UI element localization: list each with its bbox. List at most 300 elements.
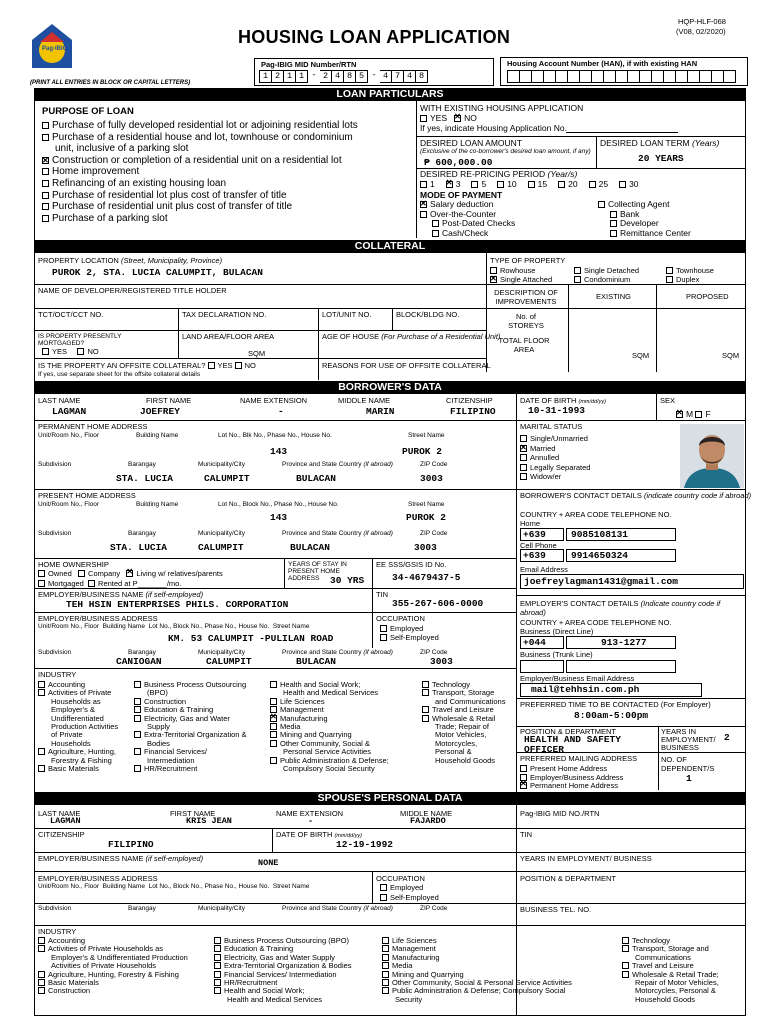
- industry-option-checkbox[interactable]: [38, 689, 45, 696]
- repricing-option[interactable]: [420, 179, 435, 189]
- property-type-option[interactable]: [490, 275, 574, 284]
- purpose-option[interactable]: [42, 166, 358, 178]
- tin-field[interactable]: 355-267-606-0000: [392, 598, 484, 609]
- purpose-option-checkbox[interactable]: [42, 203, 49, 210]
- industry-option-checkbox[interactable]: [422, 706, 429, 713]
- direct-phone-field[interactable]: [566, 636, 676, 649]
- industry-option-checkbox[interactable]: [134, 765, 141, 772]
- sex-m-checkbox[interactable]: [676, 411, 683, 418]
- marital-options: [520, 434, 590, 482]
- industry-option-label: of Private: [51, 730, 83, 740]
- perm-muni-label: Municipality/City: [198, 461, 245, 468]
- repricing-checkbox[interactable]: [497, 181, 504, 188]
- repricing-option[interactable]: [558, 179, 577, 189]
- code-label: COUNTRY + AREA CODE TELEPHONE NO.: [520, 510, 672, 519]
- pres-muni-field[interactable]: CALUMPIT: [198, 542, 244, 553]
- b-dob-field[interactable]: 10-31-1993: [528, 405, 586, 416]
- purpose-option-checkbox[interactable]: [42, 134, 49, 141]
- purpose-option-label: Purchase of a parking slot: [52, 212, 168, 224]
- industry-option-label: Activities of Private Households: [51, 961, 157, 971]
- repricing-option[interactable]: [471, 179, 486, 189]
- pres-zip-label: ZIP Code: [420, 530, 448, 537]
- industry-option-checkbox[interactable]: [270, 740, 277, 747]
- mid-digit-box: 4: [380, 70, 392, 83]
- spouse-section-header: SPOUSE'S PERSONAL DATA: [34, 792, 746, 805]
- mailing-option-label: Employer/Business Address: [530, 772, 624, 782]
- purpose-option[interactable]: [42, 201, 358, 213]
- emp-email-field[interactable]: [520, 683, 702, 697]
- industry-option-label: Households: [51, 738, 91, 748]
- pres-lot-field[interactable]: 143: [270, 512, 288, 523]
- mailing-option-checkbox[interactable]: [520, 782, 527, 789]
- han-digit-box: [664, 70, 676, 83]
- existing-yes-checkbox[interactable]: [420, 115, 427, 122]
- storeys-label: No. of STOREYS: [508, 312, 544, 330]
- cell-code-text: +639: [523, 550, 546, 561]
- repricing-option[interactable]: [589, 179, 608, 189]
- emp-brgy-field[interactable]: CANIOGAN: [116, 656, 162, 667]
- sex-m-label: M: [686, 409, 694, 419]
- industry-option-checkbox[interactable]: [38, 971, 45, 978]
- industry-option-label: Media: [280, 722, 301, 732]
- mid-label: Pag-IBIG MID Number/RTN: [261, 60, 357, 69]
- purpose-option[interactable]: [42, 143, 358, 155]
- email-field[interactable]: [520, 574, 744, 589]
- mode-option[interactable]: [598, 229, 691, 239]
- s-employer-field[interactable]: NONE: [258, 858, 279, 868]
- s-prov-label-text: Province and State Country: [282, 905, 362, 912]
- marital-option-checkbox[interactable]: [520, 473, 527, 480]
- pres-brgy-label: Barangay: [128, 530, 156, 537]
- property-type-option-checkbox[interactable]: [490, 267, 497, 274]
- repricing-option[interactable]: [446, 179, 461, 189]
- repricing-checkbox[interactable]: [420, 181, 427, 188]
- home-phone-field[interactable]: [566, 528, 676, 541]
- pagibig-logo: [30, 22, 74, 72]
- industry-option-checkbox[interactable]: [214, 979, 221, 986]
- industry-option-checkbox[interactable]: [382, 979, 389, 986]
- industry-option-label: Accounting: [48, 936, 86, 945]
- employed-option[interactable]: [380, 625, 423, 633]
- s-years-label: YEARS IN EMPLOYMENT/ BUSINESS: [520, 854, 652, 863]
- industry-option-checkbox[interactable]: [134, 698, 141, 705]
- industry-option-label: Manufacturing: [280, 713, 328, 723]
- ownership-row1[interactable]: [38, 570, 223, 578]
- industry-option-label: Activities of Private Households as: [48, 944, 164, 954]
- industry-option-checkbox[interactable]: [622, 962, 629, 969]
- purpose-option[interactable]: [42, 178, 358, 190]
- emp-muni-field[interactable]: CALUMPIT: [206, 656, 252, 667]
- industry-option[interactable]: [622, 996, 719, 1004]
- company-checkbox[interactable]: [78, 570, 85, 577]
- owned-checkbox[interactable]: [38, 570, 45, 577]
- sss-field[interactable]: 34-4679437-5: [392, 572, 461, 583]
- direct-code-text: +044: [523, 637, 546, 648]
- time-label-text: PREFERRED TIME TO BE CONTACTED: [520, 700, 659, 709]
- property-type-options: [490, 266, 746, 284]
- form-code: HQP-HLF-068: [678, 17, 726, 26]
- industry-option-label: Extra-Territorial Organization & Bodies: [224, 961, 352, 971]
- mode-options-right: [598, 200, 691, 238]
- purpose-option-checkbox[interactable]: [42, 122, 49, 129]
- industry-option[interactable]: [422, 757, 505, 765]
- s-dob-field[interactable]: 12-19-1992: [336, 839, 394, 850]
- industry-option-label: Production Activities: [51, 722, 119, 732]
- s-first-field[interactable]: KRIS JEAN: [186, 816, 232, 826]
- purpose-option-checkbox[interactable]: [42, 168, 49, 175]
- s-employed-checkbox[interactable]: [380, 884, 387, 891]
- no-label: NO: [464, 113, 477, 123]
- mortgaged-own-checkbox[interactable]: [38, 580, 45, 587]
- s-self-employed-option[interactable]: [380, 894, 439, 902]
- industry-option-checkbox[interactable]: [38, 765, 45, 772]
- perm-brgy-label: Barangay: [128, 461, 156, 468]
- s-employer-label-text: EMPLOYER/BUSINESS NAME: [38, 854, 144, 863]
- existing-app-options[interactable]: [420, 114, 477, 123]
- b-middle-field[interactable]: MARIN: [366, 406, 395, 417]
- han-digit-box: [532, 70, 544, 83]
- mode-option-checkbox[interactable]: [610, 230, 617, 237]
- b-ext-field[interactable]: -: [278, 406, 284, 417]
- existing-label: EXISTING: [596, 292, 632, 301]
- industry-option-checkbox[interactable]: [422, 689, 429, 696]
- purpose-option[interactable]: [42, 120, 358, 132]
- purpose-option[interactable]: [42, 190, 358, 202]
- s-ext-field[interactable]: -: [308, 816, 314, 826]
- self-employed-checkbox[interactable]: [380, 634, 387, 641]
- industry-option-checkbox[interactable]: [134, 706, 141, 713]
- industry-option-label: Motor Vehicles,: [435, 730, 487, 740]
- industry-option-label: Supply: [147, 722, 170, 732]
- print-note: (PRINT ALL ENTRIES IN BLOCK OR CAPITAL LETTERS): [30, 80, 191, 86]
- industry-option[interactable]: [38, 987, 188, 995]
- industry-option[interactable]: [214, 996, 352, 1004]
- industry-option-label: Electricity, Gas and Water: [144, 713, 230, 723]
- industry-option-checkbox[interactable]: [382, 962, 389, 969]
- repricing-checkbox[interactable]: [528, 181, 535, 188]
- industry-option-checkbox[interactable]: [382, 937, 389, 944]
- industry-option-checkbox[interactable]: [270, 698, 277, 705]
- han-box[interactable]: [500, 57, 748, 86]
- industry-option-checkbox[interactable]: [38, 987, 45, 994]
- perm-lot-field[interactable]: 143: [270, 446, 288, 457]
- industry-option-label: Transport, Storage and: [632, 944, 709, 954]
- repricing-options[interactable]: [420, 180, 650, 189]
- marital-option-checkbox[interactable]: [520, 464, 527, 471]
- industry-option-checkbox[interactable]: [270, 715, 277, 722]
- emp-email-text: mail@tehhsin.com.ph: [531, 684, 640, 695]
- offsite-yes-checkbox[interactable]: [208, 362, 215, 369]
- marital-option[interactable]: [520, 434, 590, 444]
- mortgaged-options[interactable]: [42, 348, 99, 356]
- purpose-option[interactable]: [42, 213, 358, 225]
- perm-muni-field[interactable]: CALUMPIT: [204, 473, 250, 484]
- mid-box: [254, 58, 494, 86]
- mode-options-left: [420, 200, 515, 238]
- industry-option-checkbox[interactable]: [270, 731, 277, 738]
- perm-prov-field[interactable]: BULACAN: [296, 473, 336, 484]
- trunk-phone-field[interactable]: [566, 660, 676, 673]
- marital-option-checkbox[interactable]: [520, 435, 527, 442]
- repricing-option[interactable]: [528, 179, 547, 189]
- industry-option-checkbox[interactable]: [134, 681, 141, 688]
- property-type-option-checkbox[interactable]: [666, 267, 673, 274]
- repricing-checkbox[interactable]: [446, 181, 453, 188]
- marital-option[interactable]: [520, 472, 590, 482]
- han-digit-box: [700, 70, 712, 83]
- term-note: (Years): [691, 138, 720, 148]
- perm-zip-label: ZIP Code: [420, 461, 448, 468]
- industry-option-checkbox[interactable]: [422, 715, 429, 722]
- marital-option[interactable]: [520, 463, 590, 473]
- industry-option-checkbox[interactable]: [270, 681, 277, 688]
- repricing-checkbox[interactable]: [619, 181, 626, 188]
- purpose-option-checkbox[interactable]: [42, 192, 49, 199]
- sex-f-checkbox[interactable]: [695, 411, 702, 418]
- marital-option-label: Married: [530, 443, 556, 453]
- mode-option-checkbox[interactable]: [432, 220, 439, 227]
- property-type-option[interactable]: [490, 266, 574, 275]
- home-code-field[interactable]: [520, 528, 564, 541]
- industry-option[interactable]: [134, 765, 247, 773]
- industry-option-label: Forestry & Fishing: [51, 755, 112, 765]
- repricing-checkbox[interactable]: [589, 181, 596, 188]
- dependents-field[interactable]: 1: [686, 773, 692, 784]
- industry-option-checkbox[interactable]: [38, 937, 45, 944]
- emp-addr-field[interactable]: KM. 53 CALUMPIT -PULILAN ROAD: [168, 633, 334, 644]
- ownership-row2[interactable]: Mortgaged Rented at P_______/mo.: [38, 580, 181, 588]
- industry-col-1: [38, 681, 118, 773]
- form-title: HOUSING LOAN APPLICATION: [238, 27, 511, 47]
- industry-option[interactable]: [270, 765, 389, 773]
- han-label: Housing Account Number (HAN), if with existing HAN: [507, 59, 698, 68]
- years-stay-field[interactable]: 30 YRS: [330, 575, 365, 586]
- pres-street-field[interactable]: PUROK 2: [406, 512, 446, 523]
- email-text: joefreylagman1431@gmail.com: [524, 576, 678, 587]
- industry-option-label: Basic Materials: [48, 978, 99, 988]
- industry-option-checkbox[interactable]: [134, 731, 141, 738]
- han-digit-box: [652, 70, 664, 83]
- industry-option[interactable]: [382, 996, 572, 1004]
- repricing-checkbox[interactable]: [558, 181, 565, 188]
- s-self-employed-checkbox[interactable]: [380, 894, 387, 901]
- b-last-field[interactable]: LAGMAN: [52, 406, 87, 417]
- perm-brgy-field[interactable]: STA. LUCIA: [116, 473, 174, 484]
- industry-option-label: Repair of Motor Vehicles,: [635, 978, 719, 988]
- industry-option-checkbox[interactable]: [270, 757, 277, 764]
- time-field[interactable]: 8:00am-5:00pm: [574, 710, 649, 721]
- mode-option-checkbox[interactable]: [598, 201, 605, 208]
- mode-option-checkbox[interactable]: [420, 211, 427, 218]
- industry-option-checkbox[interactable]: [38, 945, 45, 952]
- purpose-option-checkbox[interactable]: [42, 215, 49, 222]
- mode-option-label: Post-Dated Checks: [442, 218, 516, 228]
- sss-label: EE SSS/GSIS ID No.: [376, 560, 447, 569]
- industry-option-checkbox[interactable]: [214, 971, 221, 978]
- industry-option-label: Health and Medical Services: [227, 994, 323, 1004]
- industry-option-checkbox[interactable]: [134, 715, 141, 722]
- trunk-line-label: Business (Trunk Line): [520, 650, 593, 659]
- industry-option-checkbox[interactable]: [422, 681, 429, 688]
- improvements-label: DESCRIPTION OF IMPROVEMENTS: [494, 288, 558, 306]
- loan-amount-field[interactable]: ₱ 600,000.00: [424, 157, 493, 168]
- emp-prov-field[interactable]: BULACAN: [296, 656, 336, 667]
- purpose-option-label: Purchase of a residential house and lot, townhouse or condominium: [52, 131, 353, 143]
- age-note: (For Purchase of a Residential Unit): [381, 332, 501, 341]
- han-field[interactable]: [507, 70, 736, 83]
- yrs-emp-field[interactable]: 2: [724, 732, 730, 743]
- living-checkbox[interactable]: [126, 570, 133, 577]
- marital-option[interactable]: [520, 444, 590, 454]
- mode-option-checkbox[interactable]: [432, 230, 439, 237]
- industry-option-checkbox[interactable]: [214, 954, 221, 961]
- han-digit-box: [507, 70, 520, 83]
- pres-brgy-field[interactable]: STA. LUCIA: [110, 542, 168, 553]
- rented-checkbox[interactable]: [88, 580, 95, 587]
- perm-zip-field[interactable]: 3003: [420, 473, 443, 484]
- industry-option-checkbox[interactable]: [382, 945, 389, 952]
- industry-option[interactable]: [38, 765, 118, 773]
- s-last-field[interactable]: LAGMAN: [50, 816, 81, 826]
- employed-checkbox[interactable]: [380, 625, 387, 632]
- s-middle-label: MIDDLE NAME: [400, 809, 453, 818]
- term-label: [600, 139, 719, 148]
- industry-option-label: Agriculture, Hunting,: [48, 747, 116, 757]
- loan-term-field[interactable]: 20 YEARS: [638, 153, 684, 164]
- property-type-option[interactable]: [666, 266, 746, 275]
- trunk-code-field[interactable]: [520, 660, 564, 673]
- cell-code-field[interactable]: [520, 549, 564, 562]
- industry-option-checkbox[interactable]: [382, 954, 389, 961]
- form-version: (V08, 02/2020): [676, 27, 726, 36]
- industry-option-checkbox[interactable]: [214, 987, 221, 994]
- industry-option-checkbox[interactable]: [214, 945, 221, 952]
- marital-option-checkbox[interactable]: [520, 445, 527, 452]
- emp-zip-field[interactable]: 3003: [430, 656, 453, 667]
- industry-option-checkbox[interactable]: [622, 971, 629, 978]
- industry-option-label: Motorcycles,: [435, 738, 478, 748]
- industry-col-3: [270, 681, 389, 773]
- b-citizenship-field[interactable]: FILIPINO: [450, 406, 496, 417]
- industry-option-label: Security: [395, 994, 423, 1004]
- pres-zip-field[interactable]: 3003: [414, 542, 437, 553]
- proposed-label: PROPOSED: [686, 292, 729, 301]
- property-type-option-checkbox[interactable]: [574, 276, 581, 283]
- marital-option-checkbox[interactable]: [520, 454, 527, 461]
- mode-option-label: Bank: [620, 208, 640, 219]
- s-industry-col-3: [382, 937, 572, 1004]
- offsite-note: If yes, use separate sheet for the offsite collateral details: [38, 371, 201, 378]
- industry-option-checkbox[interactable]: [38, 681, 45, 688]
- sex-options[interactable]: [676, 410, 711, 419]
- s-emp-addr-label: EMPLOYER/BUSINESS ADDRESS: [38, 874, 158, 883]
- employer-field[interactable]: TEH HSIN ENTERPRISES PHILS. CORPORATION: [66, 599, 289, 610]
- s-middle-field[interactable]: FAJARDO: [410, 816, 446, 826]
- pres-prov-field[interactable]: BULACAN: [290, 542, 330, 553]
- industry-option-checkbox[interactable]: [382, 987, 389, 994]
- property-type-option-checkbox[interactable]: [666, 276, 673, 283]
- employer-note: (if self-employed): [145, 590, 204, 599]
- property-type-option-label: Duplex: [676, 275, 700, 284]
- mailing-option-checkbox[interactable]: [520, 765, 527, 772]
- mode-option-checkbox[interactable]: [420, 201, 427, 208]
- han-digit-box: [712, 70, 724, 83]
- purpose-option-checkbox[interactable]: [42, 157, 49, 164]
- repricing-option[interactable]: [497, 179, 516, 189]
- industry-option-checkbox[interactable]: [622, 945, 629, 952]
- marital-option-label: Legally Separated: [530, 462, 591, 472]
- industry-option-checkbox[interactable]: [38, 979, 45, 986]
- repricing-checkbox[interactable]: [471, 181, 478, 188]
- industry-option-checkbox[interactable]: [382, 971, 389, 978]
- industry-option-checkbox[interactable]: [622, 937, 629, 944]
- s-position-label: POSITION & DEPARTMENT: [520, 874, 616, 883]
- pres-prov-label: [282, 531, 393, 538]
- industry-option-checkbox[interactable]: [134, 748, 141, 755]
- mid-digit-box: 1: [296, 70, 308, 83]
- repricing-option[interactable]: [619, 179, 638, 189]
- industry-col-4: [422, 681, 505, 765]
- industry-option-checkbox[interactable]: [214, 962, 221, 969]
- mortgaged-yes-checkbox[interactable]: [42, 348, 49, 355]
- s-citizenship-field[interactable]: FILIPINO: [108, 839, 154, 850]
- loan-section-header: LOAN PARTICULARS: [34, 88, 746, 101]
- emp-prov-note: (if abroad): [363, 649, 393, 656]
- property-type-option[interactable]: [574, 275, 666, 284]
- s-employed-option[interactable]: [380, 884, 423, 892]
- property-type-option-checkbox[interactable]: [574, 267, 581, 274]
- mortgaged-no-checkbox[interactable]: [77, 348, 84, 355]
- offsite-no-checkbox[interactable]: [235, 362, 242, 369]
- industry-option-label: Life Sciences: [392, 936, 437, 945]
- purpose-option-label: Purchase of residential unit plus cost of transfer of title: [52, 201, 293, 213]
- mode-option[interactable]: [598, 200, 691, 210]
- cell-phone-field[interactable]: [566, 549, 676, 562]
- self-employed-option[interactable]: [380, 634, 439, 642]
- existing-no-checkbox[interactable]: [454, 115, 461, 122]
- emp-code-label: COUNTRY + AREA CODE TELEPHONE NO.: [520, 618, 672, 627]
- direct-code-field[interactable]: [520, 636, 564, 649]
- purpose-option[interactable]: [42, 132, 358, 144]
- mode-option-checkbox[interactable]: [610, 220, 617, 227]
- industry-option-label: HR/Recruitment: [224, 978, 278, 988]
- industry-option-checkbox[interactable]: [214, 937, 221, 944]
- perm-subd-label: Subdivision: [38, 461, 72, 468]
- property-type-option[interactable]: [666, 275, 746, 284]
- purpose-option[interactable]: [42, 155, 358, 167]
- industry-option-checkbox[interactable]: [38, 748, 45, 755]
- mode-option[interactable]: [420, 229, 515, 239]
- b-first-field[interactable]: JOEFREY: [140, 406, 180, 417]
- mailing-option[interactable]: [520, 782, 623, 791]
- mid-number-field[interactable]: [259, 70, 428, 83]
- perm-street-field[interactable]: PUROK 2: [402, 446, 442, 457]
- marital-option[interactable]: [520, 453, 590, 463]
- position-field[interactable]: HEALTH AND SAFETY OFFICER: [524, 734, 621, 755]
- purpose-option-checkbox[interactable]: [42, 180, 49, 187]
- mailing-label: PREFERRED MAILING ADDRESS: [520, 754, 638, 763]
- mode-option-checkbox[interactable]: [610, 211, 617, 218]
- property-location-field[interactable]: PUROK 2, STA. LUCIA CALUMPIT, BULACAN: [52, 267, 263, 278]
- property-type-option[interactable]: [574, 266, 666, 275]
- mid-separator: -: [371, 70, 377, 80]
- industry-option-label: Undifferentiated: [51, 713, 104, 723]
- industry-option-checkbox[interactable]: [270, 723, 277, 730]
- property-type-option-checkbox[interactable]: [490, 276, 497, 283]
- han-digit-box: [688, 70, 700, 83]
- tin-label: TIN: [376, 590, 389, 599]
- industry-option-label: Construction: [144, 696, 187, 706]
